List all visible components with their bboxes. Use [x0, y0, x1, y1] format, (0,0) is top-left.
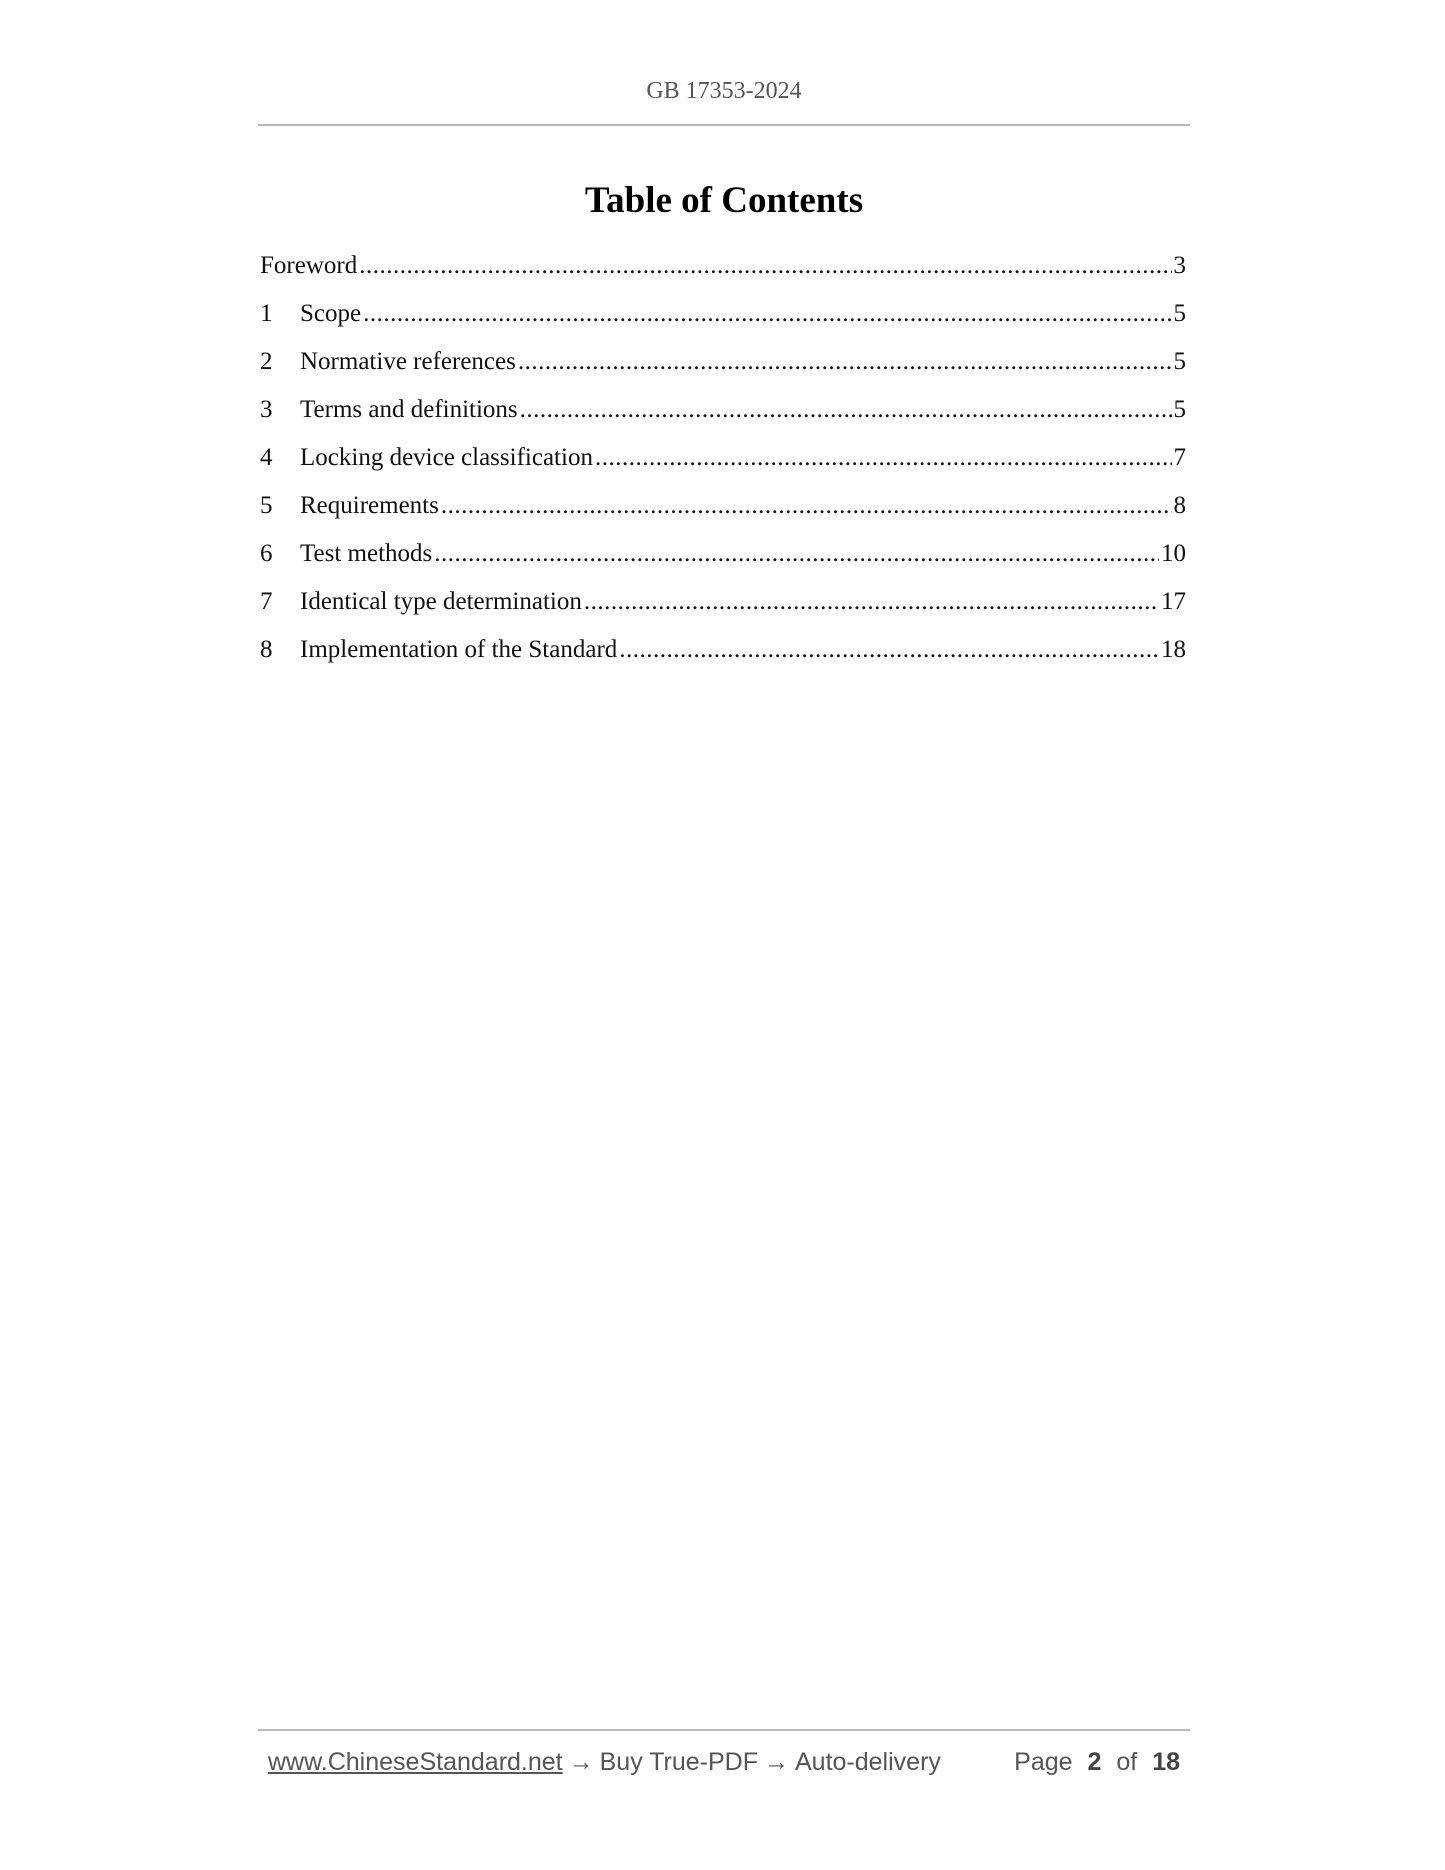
toc-entry-locking-device-classification[interactable] [260, 438, 1186, 486]
toc-entry-page: 18 [1161, 636, 1186, 663]
toc-entry-label: Terms and definitions [300, 396, 518, 423]
toc-entry-label: Identical type determination [300, 588, 582, 615]
toc-entry-label: Foreword [260, 252, 358, 279]
toc-leader-dots [584, 582, 1159, 622]
toc-entry-normative-references[interactable] [260, 342, 1186, 390]
toc-entry-number: 2 [260, 348, 273, 375]
of-word: of [1116, 1747, 1138, 1776]
toc-entry-page: 8 [1173, 492, 1186, 519]
header-rule [258, 124, 1190, 126]
toc-entry-label: Requirements [300, 492, 439, 519]
page-indicator [1014, 1748, 1180, 1777]
toc-entry-implementation-of-the-standard[interactable] [260, 630, 1186, 678]
page-word: Page [1014, 1747, 1073, 1776]
toc-entry-label: Normative references [300, 348, 516, 375]
toc-entry-scope[interactable] [260, 294, 1186, 342]
toc-entry-page: 5 [1173, 300, 1186, 327]
toc-entry-number: 6 [260, 540, 273, 567]
toc-entry-label: Test methods [300, 540, 433, 567]
footer-promo [268, 1748, 941, 1777]
toc-leader-dots [434, 534, 1159, 574]
arrow-right-icon: → [764, 1747, 789, 1776]
toc-entry-number: 7 [260, 588, 273, 615]
toc-leader-dots [595, 438, 1172, 478]
toc-entry-label: Scope [300, 300, 362, 327]
toc-leader-dots [520, 390, 1172, 430]
toc-leader-dots [359, 246, 1171, 286]
toc-entry-number: 1 [260, 300, 273, 327]
toc-entry-requirements[interactable] [260, 486, 1186, 534]
toc-entry-number: 8 [260, 636, 273, 663]
arrow-right-icon: → [568, 1747, 594, 1776]
toc-entry-label: Implementation of the Standard [300, 636, 618, 663]
toc-entry-number: 3 [260, 396, 273, 423]
toc-entry-number: 5 [260, 492, 273, 519]
toc-entry-number: 4 [260, 444, 273, 471]
toc-entry-page: 17 [1161, 588, 1186, 615]
toc-leader-dots [518, 342, 1172, 382]
footer-rule [258, 1729, 1190, 1731]
page-current: 2 [1087, 1747, 1102, 1776]
toc-entry-terms-and-definitions[interactable] [260, 390, 1186, 438]
footer-step-delivery: Auto-delivery [795, 1747, 941, 1776]
toc-leader-dots [619, 630, 1159, 670]
toc-leader-dots [441, 486, 1172, 526]
toc-title: Table of Contents [584, 180, 864, 221]
footer-step-buy: Buy True-PDF [599, 1747, 758, 1776]
toc-entry-foreword[interactable] [260, 246, 1186, 294]
footer [268, 1744, 1180, 1780]
toc-entry-label: Locking device classification [300, 444, 593, 471]
header-doc-code: GB 17353-2024 [646, 78, 802, 104]
toc-entry-page: 5 [1173, 396, 1186, 423]
toc-entry-identical-type-determination[interactable] [260, 582, 1186, 630]
toc-leader-dots [363, 294, 1171, 334]
website-link[interactable]: www.ChineseStandard.net [268, 1747, 563, 1776]
toc-entry-page: 7 [1173, 444, 1186, 471]
toc-entry-test-methods[interactable] [260, 534, 1186, 582]
page-total: 18 [1152, 1747, 1180, 1776]
toc-entry-page: 10 [1161, 540, 1186, 567]
toc-list [260, 246, 1186, 678]
toc-entry-page: 3 [1173, 252, 1186, 279]
toc-entry-page: 5 [1173, 348, 1186, 375]
